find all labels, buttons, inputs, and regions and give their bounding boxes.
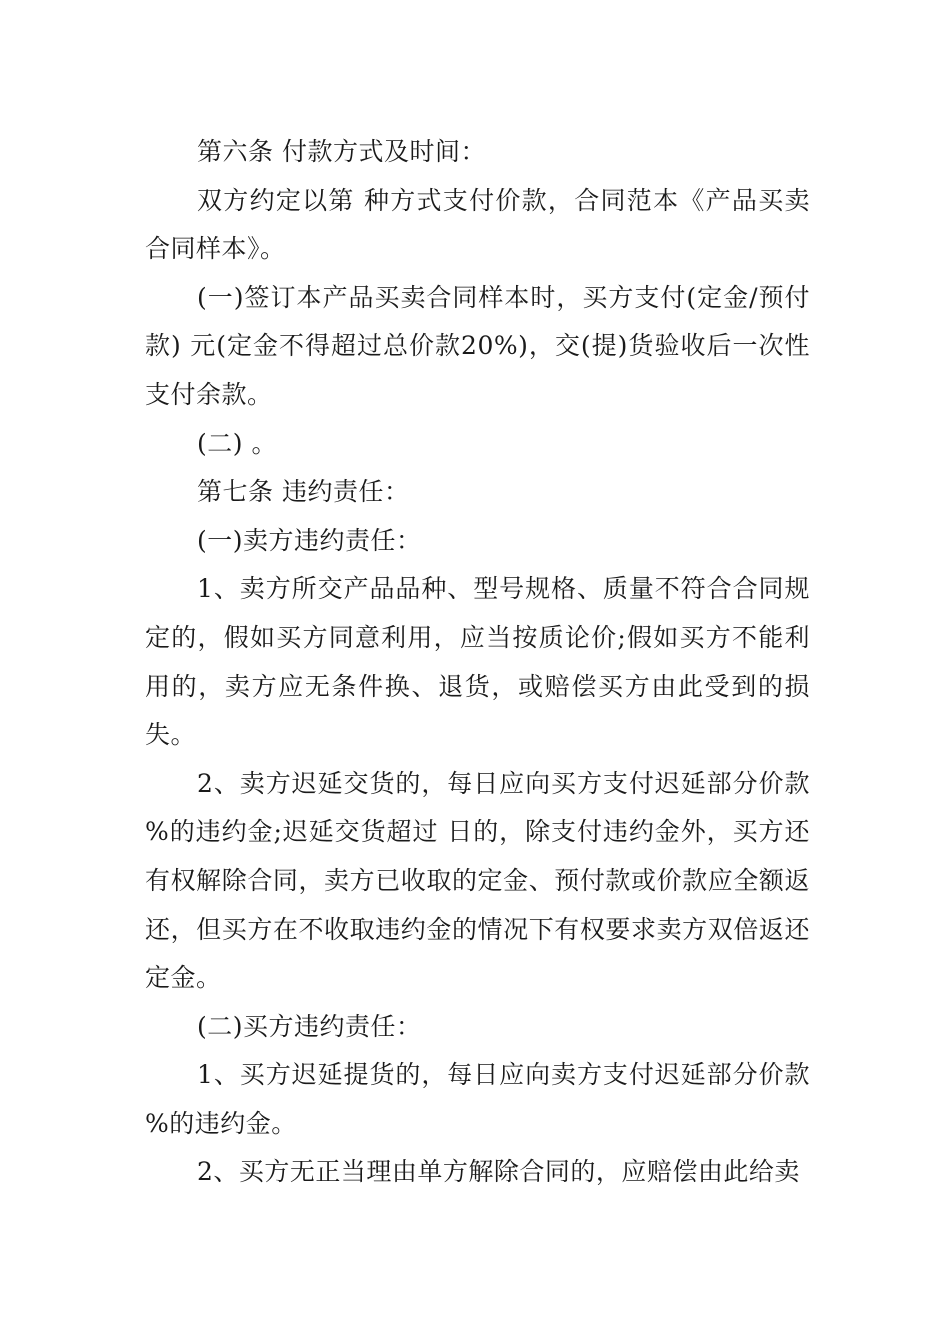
buyer-liability-item-2: 2、买方无正当理由单方解除合同的，应赔偿由此给卖 <box>197 1157 800 1187</box>
payment-clause-2: (二) 。 <box>197 428 277 458</box>
buyer-liability-item-1: 1、买方迟延提货的，每日应向卖方支付迟延部分价款 %的违约金。 <box>145 1060 810 1138</box>
article-6-heading: 第六条 付款方式及时间： <box>197 137 486 166</box>
seller-liability-item-1: 1、卖方所交产品品种、型号规格、质量不符合合同规定的，假如买方同意利用，应当按质论价;假如买方不能利用的，卖方应无条件换、退货，或赔偿买方由此受到的损失。 <box>145 574 810 750</box>
seller-liability-item-2: 2、卖方迟延交货的，每日应向买方支付迟延部分价款 %的违约金;迟延交货超过 日的，除支付违约金外，买方还有权解除合同，卖方已收取的定金、预付款或价款应全额返还，但买方在不收取违约金的情况下有权要求卖方双倍返还定金。 <box>145 768 810 993</box>
payment-method-paragraph: 双方约定以第 种方式支付价款，合同范本《产品买卖合同样本》。 <box>145 185 810 264</box>
article-7-heading: 第七条 违约责任： <box>197 477 410 507</box>
document-body <box>145 128 810 1197</box>
buyer-liability-heading: (二)买方违约责任： <box>197 1011 422 1041</box>
payment-clause-1: (一)签订本产品买卖合同样本时，买方支付(定金/预付款) 元(定金不得超过总价款20%)，交(提)货验收后一次性支付余款。 <box>145 282 810 409</box>
seller-liability-heading: (一)卖方违约责任： <box>197 525 422 555</box>
